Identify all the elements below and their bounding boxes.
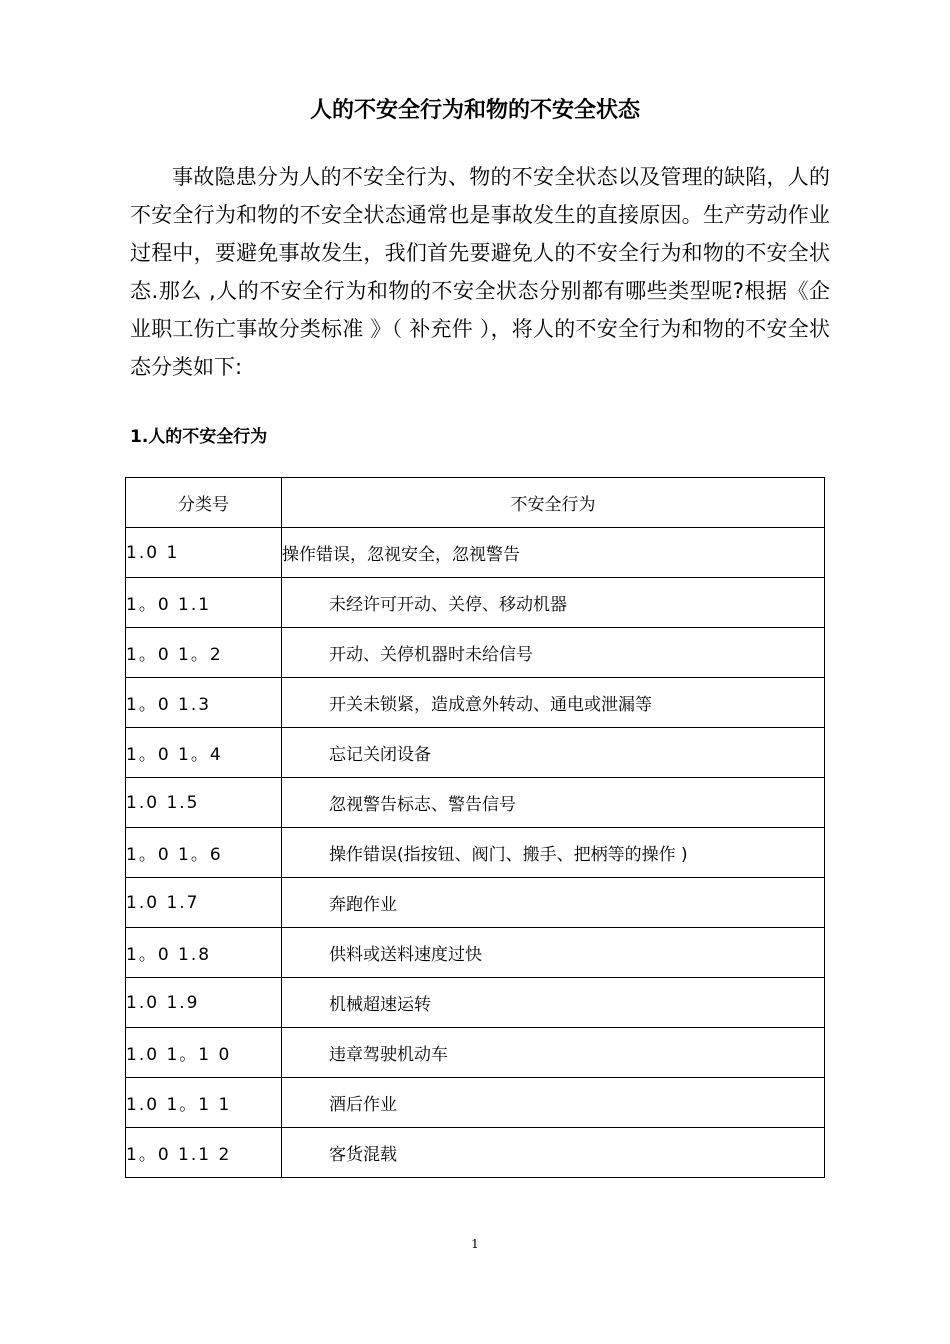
row-code: 1.0 1.9 (126, 978, 282, 1028)
table-row (126, 678, 825, 728)
row-code: 1。0 1.3 (126, 678, 282, 728)
row-code: 1.0 1.7 (126, 878, 282, 928)
table-row (126, 1128, 825, 1178)
row-code: 1。0 1。4 (126, 728, 282, 778)
row-code: 1。0 1.1 (126, 578, 282, 628)
row-description: 开关未锁紧，造成意外转动、通电或泄漏等 (282, 678, 825, 728)
row-description: 操作错误(指按钮、阀门、搬手、把柄等的操作 ) (282, 828, 825, 878)
row-description: 供料或送料速度过快 (282, 928, 825, 978)
unsafe-behavior-table (125, 477, 825, 1178)
row-description: 操作错误，忽视安全，忽视警告 (282, 528, 825, 578)
page-number: 1 (471, 1237, 479, 1251)
row-description: 违章驾驶机动车 (282, 1028, 825, 1078)
row-description: 客货混载 (282, 1128, 825, 1178)
row-description: 机械超速运转 (282, 978, 825, 1028)
row-description: 未经许可开动、关停、移动机器 (282, 578, 825, 628)
table-row (126, 1028, 825, 1078)
table-row (126, 828, 825, 878)
row-description: 酒后作业 (282, 1078, 825, 1128)
table-row (126, 778, 825, 828)
row-description: 奔跑作业 (282, 878, 825, 928)
header-code: 分类号 (126, 478, 282, 528)
table-row (126, 978, 825, 1028)
table-row (126, 578, 825, 628)
row-code: 1。0 1。2 (126, 628, 282, 678)
table-row (126, 928, 825, 978)
intro-paragraph: 事故隐患分为人的不安全行为、物的不安全状态以及管理的缺陷，人的不安全行为和物的不安全状态通常也是事故发生的直接原因。生产劳动作业过程中，要避免事故发生，我们首先要避免人的不安全行为和物的不安全状态.那么 ,人的不安全行为和物的不安全状态分别都有哪些类型呢?根据《企业职工伤亡事故分类标准 》（ 补充件 ），将人的不安全行为和物的不安全状态分类如下: (130, 165, 830, 379)
row-description: 忘记关闭设备 (282, 728, 825, 778)
table-row (126, 878, 825, 928)
header-behavior: 不安全行为 (282, 478, 825, 528)
row-code: 1。0 1.1 2 (126, 1128, 282, 1178)
table-row (126, 628, 825, 678)
row-code: 1。0 1.8 (126, 928, 282, 978)
row-code: 1。0 1。6 (126, 828, 282, 878)
document-title: 人的不安全行为和物的不安全状态 (309, 98, 640, 123)
table-row (126, 1078, 825, 1128)
row-description: 开动、关停机器时未给信号 (282, 628, 825, 678)
section-heading: 1.人的不安全行为 (130, 427, 268, 447)
row-description: 忽视警告标志、警告信号 (282, 778, 825, 828)
table-header-row (126, 478, 825, 528)
table-row (126, 528, 825, 578)
row-code: 1.0 1。1 0 (126, 1028, 282, 1078)
row-code: 1.0 1。1 1 (126, 1078, 282, 1128)
table-row (126, 728, 825, 778)
row-code: 1.0 1.5 (126, 778, 282, 828)
row-code: 1.0 1 (126, 528, 282, 578)
